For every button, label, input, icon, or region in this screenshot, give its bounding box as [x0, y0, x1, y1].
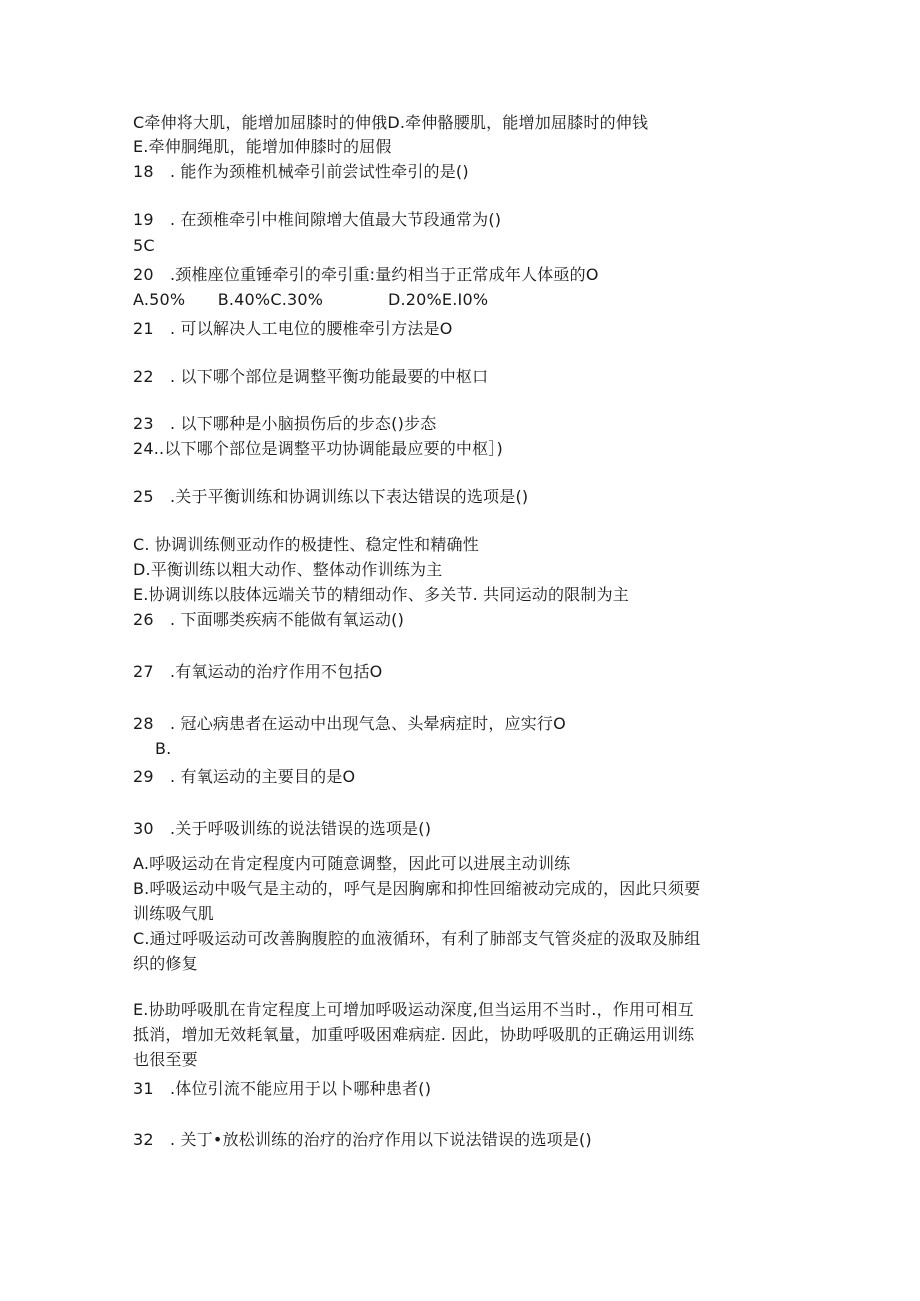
question-18: 18 . 能作为颈椎机械牵引前尝试性牵引的是(): [133, 162, 469, 181]
option-30-e-cont2: 也很至要: [133, 1050, 198, 1069]
question-28: 28 . 冠心病患者在运动中出现气急、头晕病症时，应实行O: [133, 714, 566, 733]
question-21: 21 . 可以解决人工电位的腰椎牵引方法是O: [133, 319, 453, 338]
question-29: 29 . 有氧运动的主要目的是O: [133, 767, 356, 786]
question-30: 30 .关于呼吸训练的说法错误的选项是(): [133, 819, 432, 838]
option-30-c-cont: 织的修复: [133, 954, 198, 973]
options-20: A.50% B.40%C.30% D.20%E.I0%: [133, 290, 489, 309]
question-31: 31 .体位引流不能应用于以卜哪种患者(): [133, 1079, 432, 1098]
option-28-b: B.: [155, 739, 172, 758]
question-24: 24..以下哪个部位是调整平功协调能最应要的中枢］): [133, 439, 503, 458]
option-line-e: E.牵伸胴绳肌，能增加伸膝时的屈假: [133, 137, 392, 156]
question-20: 20 .颈椎座位重锤牵引的牵引重:量约相当于正常成年人体亟的O: [133, 265, 599, 284]
option-25-e: E.协调训练以肢体远端关节的精细动作、多关节. 共同运动的限制为主: [133, 585, 629, 604]
answer-line-5c: 5C: [133, 236, 155, 255]
option-30-b: B.呼吸运动中吸气是主动的，呼气是因胸廓和抑性回缩被动完成的，因此只须要: [133, 879, 701, 898]
option-25-c: C. 协调训练侧亚动作的极捷性、稳定性和精确性: [133, 535, 479, 554]
question-25: 25 .关于平衡训练和协调训练以下表达错误的选项是(): [133, 487, 529, 506]
question-19: 19 . 在颈椎牵引中椎间隙增大值最大节段通常为(): [133, 210, 502, 229]
question-26: 26 . 下面哪类疾病不能做有氧运动(): [133, 610, 405, 629]
question-32: 32 . 关丁•放松训练的治疗的治疗作用以下说法错误的选项是(): [133, 1130, 592, 1149]
option-30-e: E.协助呼吸肌在肯定程度上可增加呼吸运动深度,但当运用不当时.，作用可相互: [133, 1000, 694, 1019]
question-23: 23 . 以下哪种是小脑损伤后的步态()步态: [133, 414, 437, 433]
question-27: 27 .有氧运动的治疗作用不包括O: [133, 662, 383, 681]
option-line-c-d: C牵伸将大肌，能增加屈膝时的伸俄D.牵伸骼腰肌，能增加屈膝时的伸钱: [133, 113, 649, 132]
option-25-d: D.平衡训练以粗大动作、整体动作训练为主: [133, 560, 443, 579]
option-30-c: C.通过呼吸运动可改善胸腹腔的血液循环，有利了肺部支气管炎症的汲取及肺组: [133, 929, 701, 948]
option-30-a: A.呼吸运动在肯定程度内可随意调整，因此可以进展主动训练: [133, 854, 571, 873]
option-30-e-cont: 抵消，增加无效耗氧量，加重呼吸困难病症. 因此，协助呼吸肌的正确运用训练: [133, 1025, 695, 1044]
question-22: 22 . 以下哪个部位是调整平衡功能最要的中枢口: [133, 367, 489, 386]
option-30-b-cont: 训练吸气肌: [133, 904, 215, 923]
